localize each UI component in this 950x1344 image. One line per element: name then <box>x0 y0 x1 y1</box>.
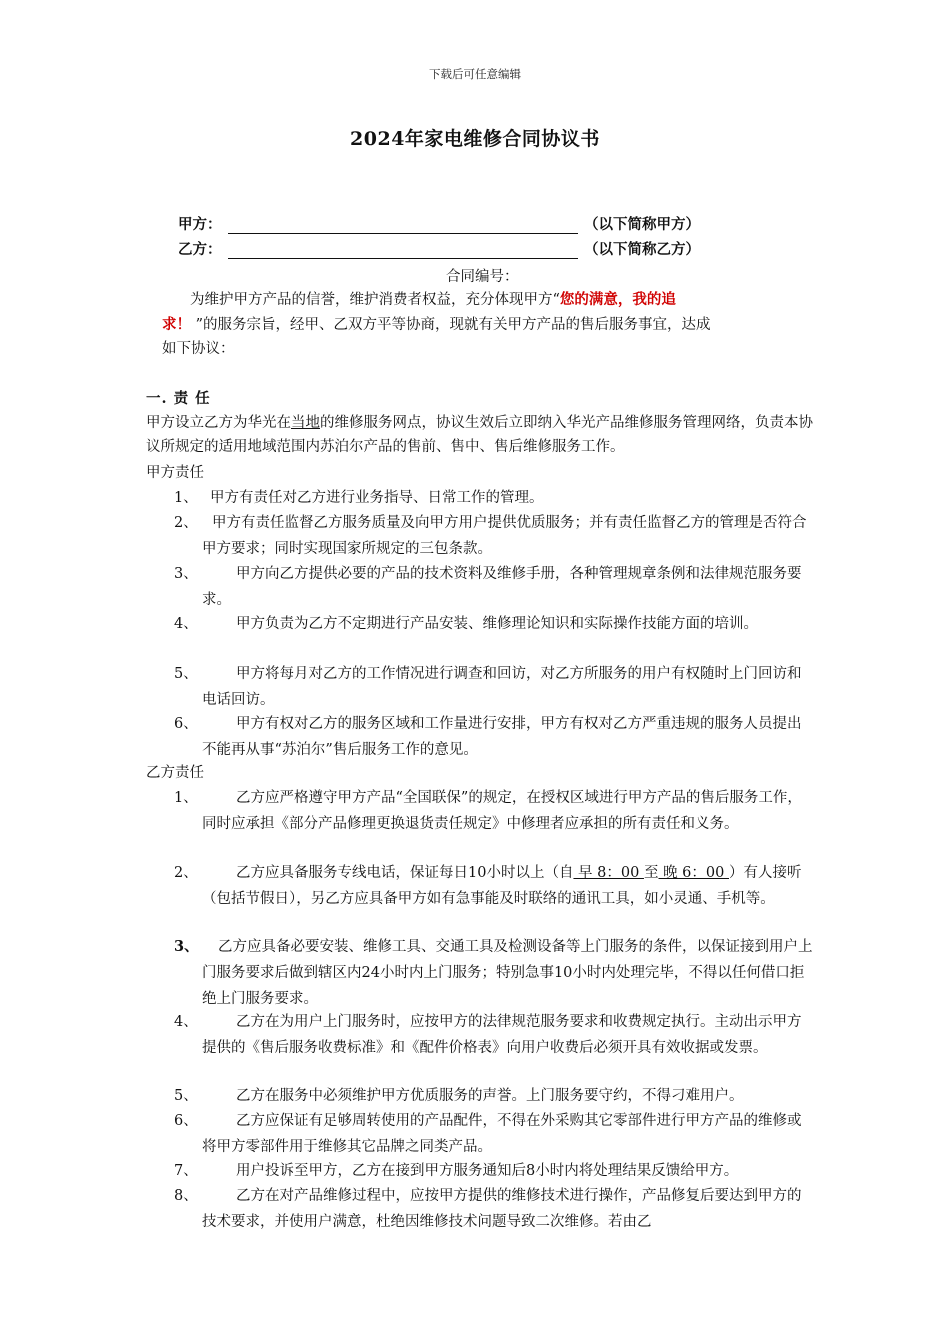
item-number: 5、 <box>174 666 198 682</box>
party-a-blank[interactable] <box>228 217 578 234</box>
item-number: 1、 <box>174 490 198 506</box>
item-text: 乙方在对产品维修过程中，应按甲方提供的维修技术进行操作，产品修复后要达到甲方的技术要求，并使用户满意，杜绝因维修技术问题导致二次维修。若由乙 <box>202 1188 802 1230</box>
item-text: 甲方有责任监督乙方服务质量及向甲方用户提供优质服务；并有责任监督乙方的管理是否符合甲方要求；同时实现国家所规定的三包条款。 <box>202 515 807 557</box>
item-text: 甲方有责任对乙方进行业务指导、日常工作的管理。 <box>210 490 544 506</box>
list-item <box>174 1158 814 1184</box>
list-item <box>174 860 814 912</box>
party-a-note: （以下简称甲方） <box>584 216 700 233</box>
list-item <box>174 1183 814 1235</box>
item-text: 乙方应具备必要安装、维修工具、交通工具及检测设备等上门服务的条件，以保证接到用户上门服务要求后做到辖区内24小时内上门服务；特别急事10小时内处理完毕，不得以任何借口拒绝上门服务要求。 <box>202 939 813 1007</box>
party-b-line <box>178 237 700 259</box>
intro-text: 为维护甲方产品的信誉，维护消费者权益，充分体现甲方“ <box>190 292 560 308</box>
item-number: 3、 <box>174 566 198 582</box>
para-text: 甲方设立乙方为华光在 <box>146 415 291 431</box>
party-a-label: 甲方： <box>178 216 222 233</box>
item-number: 2、 <box>174 515 198 531</box>
para-underlined: 当地 <box>291 415 320 431</box>
list-item <box>174 1108 814 1160</box>
item-text: 甲方将每月对乙方的工作情况进行调查和回访，对乙方所服务的用户有权随时上门回访和电话回访。 <box>202 666 802 708</box>
item-number: 3、 <box>174 938 199 955</box>
party-b-note: （以下简称乙方） <box>584 241 700 258</box>
intro-text: ”的服务宗旨，经甲、乙双方平等协商，现就有关甲方产品的售后服务事宜，达成 <box>195 317 711 333</box>
item-text: 乙方应具备服务专线电话，保证每日10小时以上（自 早 8：00 至 晚 6：00 ）有人接听（包括节假日），另乙方应具备甲方如有急事能及时联络的通讯工具，如小灵通、手机等。 <box>202 865 802 907</box>
item-number: 7、 <box>174 1163 198 1179</box>
header-note: 下载后可任意编辑 <box>429 67 521 81</box>
section-paragraph <box>146 411 816 459</box>
item-number: 1、 <box>174 790 198 806</box>
party-a-line <box>178 212 700 234</box>
item-number: 4、 <box>174 616 198 632</box>
item-text: 甲方向乙方提供必要的产品的技术资料及维修手册，各种管理规章条例和法律规范服务要求。 <box>202 566 802 608</box>
item-number: 2、 <box>174 865 198 881</box>
document-title: 2024年家电维修合同协议书 <box>350 128 600 150</box>
party-a-duties-heading: 甲方责任 <box>146 465 204 481</box>
item-text: 乙方在服务中必须维护甲方优质服务的声誉。上门服务要守约，不得刁难用户。 <box>236 1088 744 1104</box>
list-item <box>174 510 814 562</box>
item-number: 5、 <box>174 1088 198 1104</box>
slogan-part-2: 求！ <box>162 316 191 333</box>
item-text: 甲方有权对乙方的服务区域和工作量进行安排，甲方有权对乙方严重违规的服务人员提出不能再从事“苏泊尔”售后服务工作的意见。 <box>202 716 802 758</box>
item-text: 甲方负责为乙方不定期进行产品安装、维修理论知识和实际操作技能方面的培训。 <box>236 616 758 632</box>
list-item <box>174 1083 814 1109</box>
intro-line-2 <box>162 312 812 338</box>
list-item <box>174 661 814 713</box>
item-text: 乙方应保证有足够周转使用的产品配件，不得在外采购其它零部件进行甲方产品的维修或将甲方零部件用于维修其它品牌之同类产品。 <box>202 1113 802 1155</box>
item-number: 6、 <box>174 1113 198 1129</box>
list-item <box>174 934 814 1012</box>
list-item <box>174 711 814 763</box>
list-item <box>174 1009 814 1061</box>
list-item <box>174 785 814 837</box>
item-number: 8、 <box>174 1188 198 1204</box>
item-text: 乙方在为用户上门服务时，应按甲方的法律规范服务要求和收费规定执行。主动出示甲方提供的《售后服务收费标准》和《配件价格表》向用户收费后必须开具有效收据或发票。 <box>202 1014 802 1056</box>
para-text: 的维修服务网点，协议生效后立即纳入华光产品维修服务管理网络，负责本协议所规定的适用地域范围内苏泊尔产品的售前、售中、售后维修服务工作。 <box>146 415 813 455</box>
list-item <box>174 611 814 637</box>
list-item <box>174 485 814 511</box>
item-text: 乙方应严格遵守甲方产品“全国联保”的规定，在授权区域进行甲方产品的售后服务工作，同时应承担《部分产品修理更换退货责任规定》中修理者应承担的所有责任和义务。 <box>202 790 802 832</box>
contract-number-label: 合同编号： <box>446 269 519 285</box>
party-b-label: 乙方： <box>178 241 222 258</box>
slogan-part-1: 您的满意，我的追 <box>559 291 676 308</box>
section-heading: 一. 责 任 <box>146 390 211 407</box>
intro-line-3: 如下协议： <box>162 341 235 357</box>
party-b-duties-heading: 乙方责任 <box>146 765 204 781</box>
list-item <box>174 561 814 613</box>
item-number: 6、 <box>174 716 198 732</box>
item-text: 用户投诉至甲方，乙方在接到甲方服务通知后8小时内将处理结果反馈给甲方。 <box>236 1163 739 1179</box>
intro-line-1 <box>190 287 790 313</box>
party-b-blank[interactable] <box>228 242 578 259</box>
item-number: 4、 <box>174 1014 198 1030</box>
